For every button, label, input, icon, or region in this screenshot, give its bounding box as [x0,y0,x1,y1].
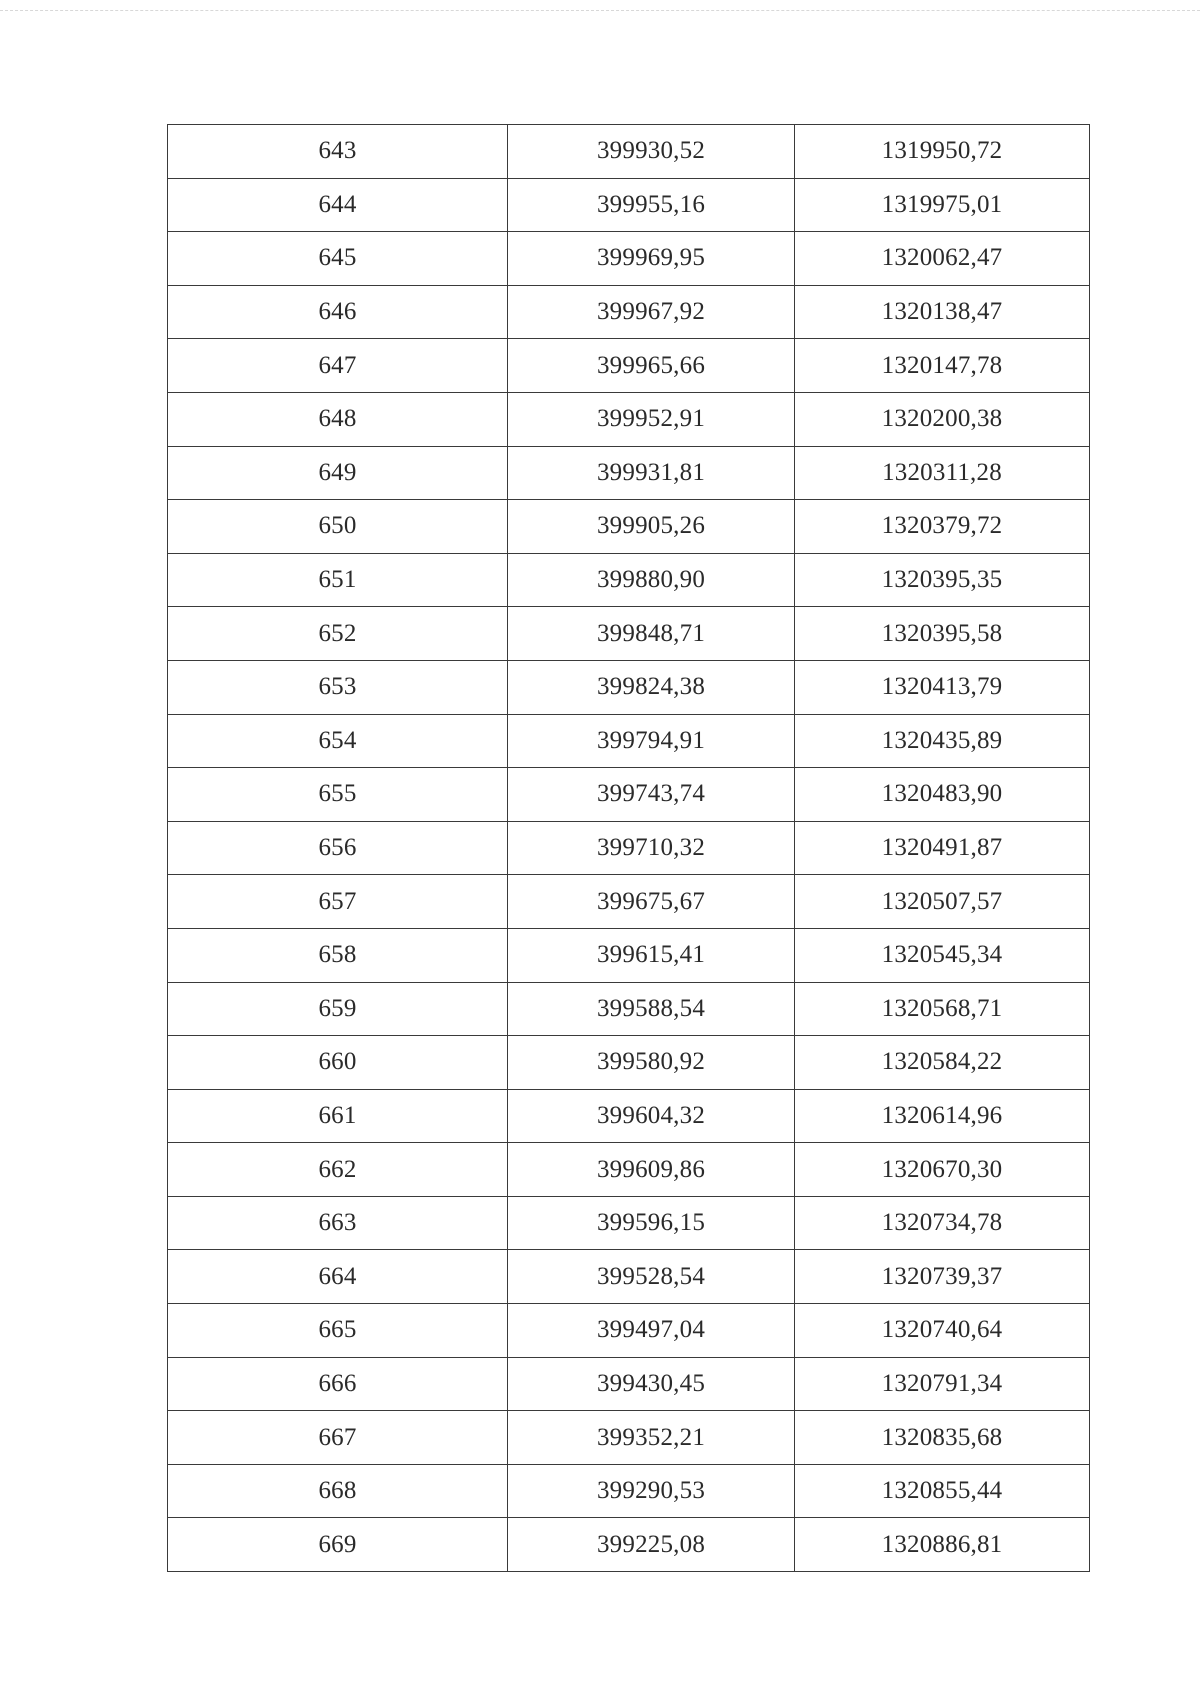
x-coordinate-cell: 399528,54 [508,1250,795,1304]
point-number-cell: 645 [168,232,508,286]
point-number-cell: 667 [168,1411,508,1465]
x-coordinate-cell: 399967,92 [508,285,795,339]
x-coordinate-cell: 399955,16 [508,178,795,232]
y-coordinate-cell: 1320435,89 [795,714,1090,768]
y-coordinate-cell: 1319975,01 [795,178,1090,232]
point-number-cell: 664 [168,1250,508,1304]
x-coordinate-cell: 399290,53 [508,1464,795,1518]
point-number-cell: 644 [168,178,508,232]
point-number-cell: 647 [168,339,508,393]
table-row [168,1518,1090,1572]
x-coordinate-cell: 399969,95 [508,232,795,286]
table-row [168,446,1090,500]
y-coordinate-cell: 1320568,71 [795,982,1090,1036]
point-number-cell: 646 [168,285,508,339]
point-number-cell: 661 [168,1089,508,1143]
y-coordinate-cell: 1320311,28 [795,446,1090,500]
table-row [168,1411,1090,1465]
point-number-cell: 659 [168,982,508,1036]
point-number-cell: 656 [168,821,508,875]
y-coordinate-cell: 1320835,68 [795,1411,1090,1465]
table-row [168,928,1090,982]
y-coordinate-cell: 1320740,64 [795,1304,1090,1358]
point-number-cell: 665 [168,1304,508,1358]
point-number-cell: 657 [168,875,508,929]
point-number-cell: 669 [168,1518,508,1572]
x-coordinate-cell: 399931,81 [508,446,795,500]
table-row [168,500,1090,554]
table-row [168,1196,1090,1250]
y-coordinate-cell: 1320379,72 [795,500,1090,554]
point-number-cell: 655 [168,768,508,822]
point-number-cell: 654 [168,714,508,768]
x-coordinate-cell: 399604,32 [508,1089,795,1143]
x-coordinate-cell: 399710,32 [508,821,795,875]
x-coordinate-cell: 399848,71 [508,607,795,661]
point-number-cell: 668 [168,1464,508,1518]
y-coordinate-cell: 1320886,81 [795,1518,1090,1572]
table-row [168,1464,1090,1518]
table-row [168,1250,1090,1304]
y-coordinate-cell: 1320614,96 [795,1089,1090,1143]
table-row [168,392,1090,446]
point-number-cell: 660 [168,1036,508,1090]
y-coordinate-cell: 1320138,47 [795,285,1090,339]
point-number-cell: 643 [168,125,508,179]
y-coordinate-cell: 1320670,30 [795,1143,1090,1197]
table-row [168,1143,1090,1197]
table-row [168,1089,1090,1143]
point-number-cell: 653 [168,660,508,714]
x-coordinate-cell: 399794,91 [508,714,795,768]
table-row [168,339,1090,393]
y-coordinate-cell: 1320413,79 [795,660,1090,714]
y-coordinate-cell: 1319950,72 [795,125,1090,179]
table-row [168,285,1090,339]
point-number-cell: 666 [168,1357,508,1411]
coordinates-table-body [168,125,1090,1572]
x-coordinate-cell: 399880,90 [508,553,795,607]
coordinates-table [167,124,1090,1572]
point-number-cell: 658 [168,928,508,982]
table-row [168,821,1090,875]
y-coordinate-cell: 1320507,57 [795,875,1090,929]
x-coordinate-cell: 399615,41 [508,928,795,982]
y-coordinate-cell: 1320734,78 [795,1196,1090,1250]
y-coordinate-cell: 1320855,44 [795,1464,1090,1518]
x-coordinate-cell: 399580,92 [508,1036,795,1090]
y-coordinate-cell: 1320545,34 [795,928,1090,982]
table-row [168,1357,1090,1411]
table-row [168,178,1090,232]
x-coordinate-cell: 399965,66 [508,339,795,393]
point-number-cell: 662 [168,1143,508,1197]
table-row [168,1036,1090,1090]
x-coordinate-cell: 399743,74 [508,768,795,822]
table-row [168,982,1090,1036]
point-number-cell: 652 [168,607,508,661]
point-number-cell: 650 [168,500,508,554]
table-row [168,1304,1090,1358]
x-coordinate-cell: 399588,54 [508,982,795,1036]
x-coordinate-cell: 399430,45 [508,1357,795,1411]
y-coordinate-cell: 1320491,87 [795,821,1090,875]
y-coordinate-cell: 1320062,47 [795,232,1090,286]
table-row [168,125,1090,179]
y-coordinate-cell: 1320200,38 [795,392,1090,446]
x-coordinate-cell: 399675,67 [508,875,795,929]
table-row [168,875,1090,929]
scan-edge-line [0,10,1200,11]
y-coordinate-cell: 1320395,58 [795,607,1090,661]
y-coordinate-cell: 1320791,34 [795,1357,1090,1411]
point-number-cell: 648 [168,392,508,446]
y-coordinate-cell: 1320147,78 [795,339,1090,393]
y-coordinate-cell: 1320739,37 [795,1250,1090,1304]
x-coordinate-cell: 399225,08 [508,1518,795,1572]
x-coordinate-cell: 399596,15 [508,1196,795,1250]
x-coordinate-cell: 399930,52 [508,125,795,179]
y-coordinate-cell: 1320395,35 [795,553,1090,607]
x-coordinate-cell: 399824,38 [508,660,795,714]
table-row [168,768,1090,822]
x-coordinate-cell: 399497,04 [508,1304,795,1358]
y-coordinate-cell: 1320584,22 [795,1036,1090,1090]
x-coordinate-cell: 399352,21 [508,1411,795,1465]
point-number-cell: 663 [168,1196,508,1250]
table-row [168,660,1090,714]
x-coordinate-cell: 399952,91 [508,392,795,446]
x-coordinate-cell: 399905,26 [508,500,795,554]
table-row [168,714,1090,768]
x-coordinate-cell: 399609,86 [508,1143,795,1197]
table-row [168,607,1090,661]
table-row [168,232,1090,286]
point-number-cell: 649 [168,446,508,500]
y-coordinate-cell: 1320483,90 [795,768,1090,822]
table-row [168,553,1090,607]
point-number-cell: 651 [168,553,508,607]
